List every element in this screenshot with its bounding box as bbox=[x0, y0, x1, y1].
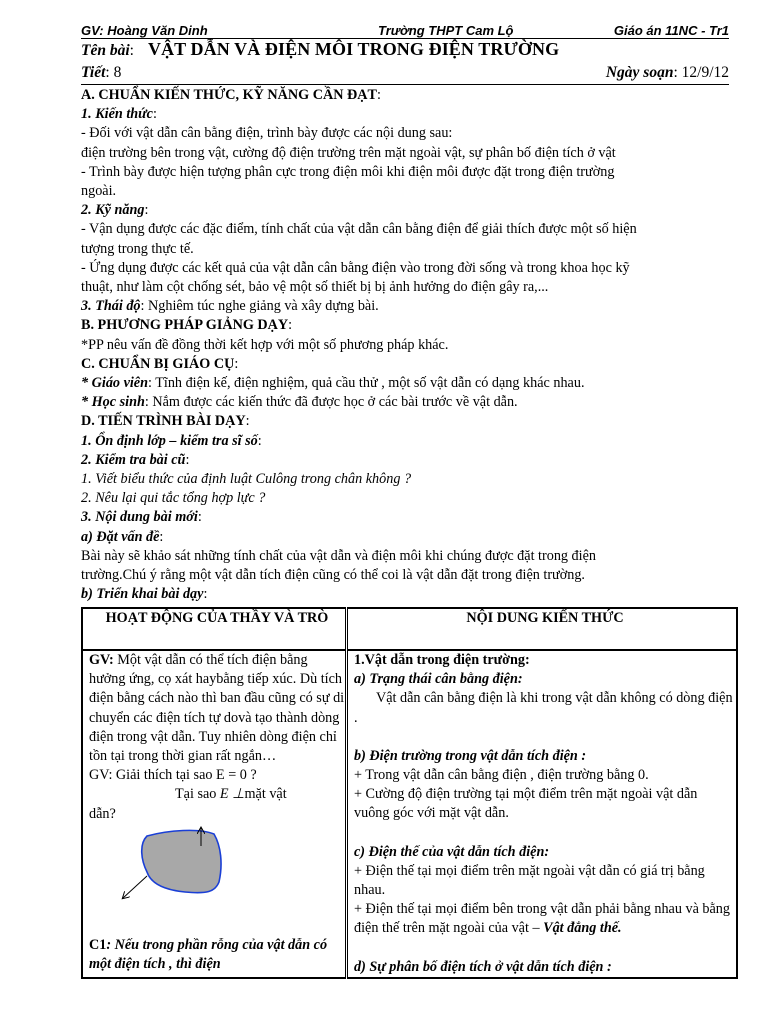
spacer bbox=[354, 728, 736, 747]
conductor-figure bbox=[89, 824, 339, 936]
d-item-a-label: a) Đặt vấn đề bbox=[81, 528, 160, 545]
section-a-colon: : bbox=[376, 87, 381, 103]
section-c-title: C. CHUẨN BỊ GIÁO CỤ bbox=[81, 355, 235, 372]
content-b2: + Cường độ điện trường tại một điểm trên mặt ngoài vật dẫn vuông góc với mặt vật dẫn. bbox=[354, 786, 698, 822]
conductor-shape bbox=[142, 830, 221, 892]
skill-heading: 2. Kỹ năng: bbox=[81, 202, 149, 219]
gv-label: GV: bbox=[89, 652, 114, 668]
lesson-title: VẬT DẪN VÀ ĐIỆN MÔI TRONG ĐIỆN TRƯỜNG bbox=[147, 39, 560, 59]
title-label: Tên bài bbox=[81, 42, 130, 59]
gv-paragraph bbox=[89, 651, 345, 766]
d-item1: 1. Ổn định lớp – kiểm tra sĩ số: bbox=[81, 432, 262, 449]
d-item-b-label: b) Triển khai bài dạy bbox=[81, 586, 204, 603]
field-arrow-left bbox=[123, 876, 147, 898]
title-rule bbox=[81, 84, 729, 85]
knowledge-line: - Trình bày được hiện tượng phân cực trong điện môi khi điện môi được đặt trong điện trường bbox=[81, 163, 615, 180]
attitude-label: 3. Thái độ bbox=[81, 298, 141, 315]
skill-line: - Ứng dụng được các kết quả của vật dẫn cân bằng điện vào trong đời sống và trong khoa học kỹ bbox=[81, 259, 630, 276]
student-prep-line bbox=[81, 393, 733, 412]
period-label: Tiết bbox=[81, 64, 106, 81]
intro-line: trường.Chú ý rằng một vật dẫn tích điện cũng có thể coi là vật dẫn đặt trong điện trường. bbox=[81, 567, 585, 584]
section-d-title: D. TIẾN TRÌNH BÀI DẠY bbox=[81, 413, 246, 430]
why-tail: dẫn? bbox=[89, 805, 116, 822]
d-item2: 2. Kiểm tra bài cũ: bbox=[81, 451, 190, 468]
knowledge-line: - Đối với vật dẫn cân bằng điện, trình bày được các nội dung sau: bbox=[81, 125, 453, 142]
review-question-2: 2. Nêu lại qui tắc tổng hợp lực ? bbox=[81, 490, 266, 507]
title-colon: : bbox=[129, 42, 134, 59]
attitude-text: : Nghiêm túc nghe giảng và xây dựng bài. bbox=[140, 298, 379, 315]
activities-cell bbox=[82, 650, 347, 978]
content-c1: + Điện thế tại mọi điểm trên mặt ngoài vật dẫn có giá trị bằng nhau. bbox=[354, 862, 705, 899]
skill-label: 2. Kỹ năng bbox=[81, 202, 145, 219]
table-row bbox=[82, 650, 737, 978]
skill-line: - Vận dụng được các đặc điểm, tính chất của vật dẫn cân bằng điện để giải thích được một số hiện bbox=[81, 221, 637, 238]
spacer bbox=[354, 939, 736, 958]
skill-line: tượng trong thực tế. bbox=[81, 240, 194, 257]
section-d-heading: D. TIẾN TRÌNH BÀI DẠY: bbox=[81, 413, 250, 430]
teacher-prep-line bbox=[81, 374, 733, 393]
c1-label: C1 bbox=[89, 936, 107, 953]
table-header-row bbox=[82, 608, 737, 650]
content-c: c) Điện thế của vật dẫn tích điện: bbox=[354, 843, 550, 860]
review-question-1: 1. Viết biểu thức của định luật Culông trong chân không ? bbox=[81, 471, 412, 488]
period-value: : 8 bbox=[105, 64, 122, 81]
e-perp-symbol: E ⊥ bbox=[219, 786, 245, 803]
d-item-b: b) Triển khai bài dạy: bbox=[81, 586, 208, 603]
content-a-text: Vật dẫn cân bằng điện là khi trong vật dẫn không có dòng điện . bbox=[354, 690, 733, 726]
section-b-title: B. PHƯƠNG PHÁP GIẢNG DẠY bbox=[81, 317, 289, 334]
lesson-table bbox=[81, 607, 738, 979]
date-value: : 12/9/12 bbox=[673, 64, 729, 81]
content-b1: + Trong vật dẫn cân bằng điện , điện trường bằng 0. bbox=[354, 767, 649, 784]
lesson-body bbox=[81, 86, 733, 604]
section-a-heading bbox=[81, 86, 733, 105]
d-item3-text: 3. Nội dung bài mới bbox=[81, 509, 198, 526]
content-a: a) Trạng thái cân bằng điện: bbox=[354, 671, 523, 688]
content-d: d) Sự phân bố điện tích ở vật dẫn tích điện : bbox=[354, 958, 612, 975]
intro-line: Bài này sẽ khảo sát những tính chất của vật dẫn và điện môi khi chúng được đặt trong điện bbox=[81, 547, 596, 564]
teacher-prep-label: * Giáo viên bbox=[81, 375, 148, 392]
section-a-title: A. CHUẨN KIẾN THỨC, KỸ NĂNG CẦN ĐẠT bbox=[81, 87, 377, 103]
attitude-line bbox=[81, 297, 733, 316]
gv-text: Một vật dẫn có thể tích điện bằng hưởng ứng, cọ xát haybằng tiếp xúc. Dù tích điện bằng cách nào thì ban đầu cũng có sự di chuyển các điện tích tự dovà tạo thành dòng điện trong vật dẫn. Tuy nhiên dòng điện chỉ tồn tại trong thời gian rất ngắn… bbox=[89, 652, 345, 765]
header-teacher: GV: Hoàng Văn Dinh bbox=[81, 23, 208, 38]
student-prep-label: * Học sinh bbox=[81, 394, 145, 411]
header-school: Trường THPT Cam Lộ bbox=[378, 23, 514, 38]
period-line bbox=[81, 63, 729, 83]
why-suffix: mặt vật bbox=[244, 786, 287, 803]
spacer bbox=[354, 824, 736, 843]
d-item2-text: 2. Kiểm tra bài cũ bbox=[81, 451, 186, 468]
knowledge-line: điện trường bên trong vật, cường độ điện trường trên mặt ngoài vật, sự phân bố điện tích ở vật bbox=[81, 144, 616, 161]
d-item1-text: 1. Ổn định lớp – kiểm tra sĩ số bbox=[81, 432, 258, 449]
student-prep-text: : Nắm được các kiến thức đã được học ở các bài trước về vật dẫn. bbox=[144, 394, 518, 411]
col-content-header: NỘI DUNG KIẾN THỨC bbox=[347, 608, 738, 650]
knowledge-label: 1. Kiến thức bbox=[81, 106, 153, 123]
content-s1: 1.Vật dẫn trong điện trường: bbox=[354, 652, 530, 668]
lesson-title-line bbox=[81, 40, 741, 60]
knowledge-line: ngoài. bbox=[81, 183, 117, 200]
teacher-prep-text: : Tĩnh điện kế, điện nghiệm, quả cầu thử , một số vật dẫn có dạng khác nhau. bbox=[148, 375, 585, 392]
skill-line: thuật, như làm cột chống sét, bảo vệ một số thiết bị bị ảnh hưởng do điện gây ra,... bbox=[81, 279, 549, 296]
c1-paragraph bbox=[89, 936, 345, 974]
section-b-heading: B. PHƯƠNG PHÁP GIẢNG DẠY: bbox=[81, 317, 293, 334]
content-c2-emph: Vật đẳng thế. bbox=[543, 920, 622, 937]
gv-question: GV: Giải thích tại sao E = 0 ? bbox=[89, 767, 257, 784]
section-c-heading: C. CHUẨN BỊ GIÁO CỤ: bbox=[81, 355, 239, 372]
conductor-diagram bbox=[89, 824, 345, 936]
c1-text: : Nếu trong phần rỗng của vật dẫn có một điện tích , thì điện bbox=[89, 936, 328, 973]
why-line bbox=[89, 785, 345, 804]
page-header bbox=[81, 21, 729, 38]
content-c2 bbox=[354, 900, 736, 938]
knowledge-heading: 1. Kiến thức: bbox=[81, 106, 157, 123]
content-b: b) Điện trường trong vật dẫn tích điện : bbox=[354, 747, 587, 764]
content-c2-main: + Điện thế tại mọi điểm bên trong vật dẫn phải bằng nhau và bằng điện thế trên mặt ngoài của vật – bbox=[354, 901, 730, 937]
section-b-line: *PP nêu vấn đề đồng thời kết hợp với một số phương pháp khác. bbox=[81, 336, 449, 353]
d-item3: 3. Nội dung bài mới: bbox=[81, 509, 202, 526]
header-plan: Giáo án 11NC - Tr1 bbox=[613, 23, 729, 38]
col-activities-header: HOẠT ĐỘNG CỦA THẦY VÀ TRÒ bbox=[82, 608, 347, 650]
why-prefix: Tại sao bbox=[175, 786, 220, 803]
date-label: Ngày soạn bbox=[605, 64, 674, 81]
d-item-a: a) Đặt vấn đề: bbox=[81, 528, 164, 545]
content-cell bbox=[347, 650, 738, 978]
date-block bbox=[606, 63, 729, 82]
